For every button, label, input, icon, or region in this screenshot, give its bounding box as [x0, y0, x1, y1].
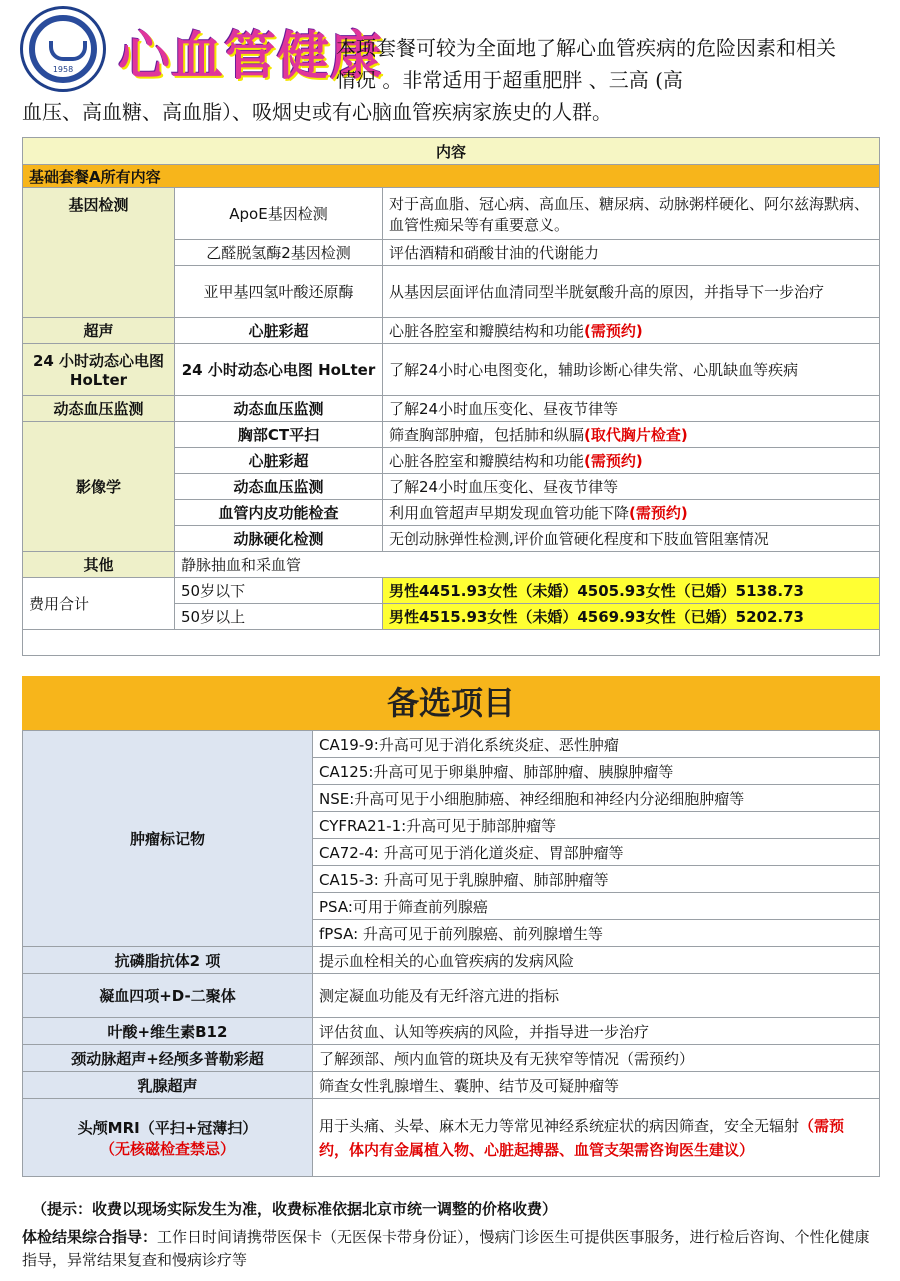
mri-desc: 用于头痛、头晕、麻木无力等常见神经系统症状的病因筛查，安全无辐射（需预约，体内有金属植入物、心脏起搏器、血管支架需咨询医生建议） [313, 1099, 880, 1177]
holter-desc: 了解24小时心电图变化，辅助诊断心律失常、心肌缺血等疾病 [383, 344, 880, 396]
tumor-marker: CYFRA21-1:升高可见于肺部肿瘤等 [313, 812, 880, 839]
gene-desc: 从基因层面评估血清同型半胱氨酸升高的原因，并指导下一步治疗 [383, 266, 880, 318]
package-table [22, 137, 880, 656]
category-other: 其他 [23, 552, 175, 578]
ultrasound-desc: 心脏各腔室和瓣膜结构和功能(需预约) [383, 318, 880, 344]
optional-item-desc: 评估贫血、认知等疾病的风险，并指导进一步治疗 [313, 1018, 880, 1045]
tumor-marker: PSA:可用于筛查前列腺癌 [313, 893, 880, 920]
tumor-marker: CA19-9:升高可见于消化系统炎症、恶性肿瘤 [313, 731, 880, 758]
optional-title: 备选项目 [22, 676, 880, 730]
other-desc: 静脉抽血和采血管 [175, 552, 880, 578]
gene-desc: 对于高血脂、冠心病、高血压、糖尿病、动脉粥样硬化、阿尔兹海默病、血管性痴呆等有重要意义。 [383, 188, 880, 240]
optional-item-desc: 筛查女性乳腺增生、囊肿、结节及可疑肿瘤等 [313, 1072, 880, 1099]
gene-desc: 评估酒精和硝酸甘油的代谢能力 [383, 240, 880, 266]
tumor-marker: CA72-4: 升高可见于消化道炎症、胃部肿瘤等 [313, 839, 880, 866]
optional-item-name: 乳腺超声 [23, 1072, 313, 1099]
mri-warning: （无核磁检查禁忌） [99, 1139, 235, 1158]
guidance-text: 工作日时间请携带医保卡（无医保卡带身份证），慢病门诊医生可提供医事服务，进行检后咨询、个性化健康指导，异常结果复查和慢病诊疗等 [22, 1228, 870, 1269]
mri-item [23, 1099, 313, 1177]
cost-age: 50岁以下 [175, 578, 383, 604]
imaging-desc: 心脏各腔室和瓣膜结构和功能(需预约) [383, 448, 880, 474]
bp-desc: 了解24小时血压变化、昼夜节律等 [383, 396, 880, 422]
mri-name: 头颅MRI（平扫+冠薄扫） [77, 1118, 258, 1137]
brand-title: 心血管健康 [118, 27, 384, 87]
optional-item-name: 颈动脉超声+经颅多普勒彩超 [23, 1045, 313, 1072]
cost-age: 50岁以上 [175, 604, 383, 630]
imaging-item: 血管内皮功能检查 [175, 500, 383, 526]
result-guidance [22, 1226, 882, 1272]
category-holter: 24 小时动态心电图HoLter [23, 344, 175, 396]
tumor-marker: fPSA: 升高可见于前列腺癌、前列腺增生等 [313, 920, 880, 947]
tumor-marker: CA125:升高可见于卵巢肿瘤、肺部肿瘤、胰腺肿瘤等 [313, 758, 880, 785]
optional-table [22, 730, 880, 1177]
optional-item-name: 抗磷脂抗体2 项 [23, 947, 313, 974]
optional-item-name: 凝血四项+D-二聚体 [23, 974, 313, 1018]
imaging-desc: 利用血管超声早期发现血管功能下降(需预约) [383, 500, 880, 526]
blank-row [23, 630, 880, 656]
table-title: 内容 [23, 138, 880, 165]
tumor-marker: CA15-3: 升高可见于乳腺肿瘤、肺部肿瘤等 [313, 866, 880, 893]
gene-item: 乙醛脱氢酶2基因检测 [175, 240, 383, 266]
mri-note: （需预约，体内有金属植入物、心脏起搏器、血管支架需咨询医生建议） [319, 1116, 845, 1159]
gene-item: ApoE基因检测 [175, 188, 383, 240]
ultrasound-item: 心脏彩超 [175, 318, 383, 344]
logo-year: 1958 [52, 65, 74, 74]
fee-tip: （提示：收费以现场实际发生为准，收费标准依据北京市统一调整的价格收费） [32, 1200, 558, 1218]
holter-item: 24 小时动态心电图 HoLter [175, 344, 383, 396]
imaging-desc: 筛查胸部肿瘤，包括肺和纵膈(取代胸片检查) [383, 422, 880, 448]
imaging-item: 动脉硬化检测 [175, 526, 383, 552]
base-package: 基础套餐A所有内容 [23, 165, 880, 188]
university-logo [20, 6, 106, 92]
appointment-note: (需预约) [584, 322, 643, 340]
intro-line-1: 本项套餐可较为全面地了解心血管疾病的危险因素和相关情况 。非常适用于超重肥胖 、三高 (高 [336, 36, 836, 92]
optional-item-desc: 测定凝血功能及有无纤溶亢进的指标 [313, 974, 880, 1018]
category-gene: 基因检测 [23, 188, 175, 318]
guidance-label: 体检结果综合指导： [22, 1228, 158, 1246]
cost-price: 男性4451.93女性（未婚）4505.93女性（已婚）5138.73 [383, 578, 880, 604]
imaging-desc: 无创动脉弹性检测,评价血管硬化程度和下肢血管阻塞情况 [383, 526, 880, 552]
category-imaging: 影像学 [23, 422, 175, 552]
imaging-item: 心脏彩超 [175, 448, 383, 474]
category-ultrasound: 超声 [23, 318, 175, 344]
gene-item: 亚甲基四氢叶酸还原酶 [175, 266, 383, 318]
intro-line-2: 血压、高血糖、高血脂）、吸烟史或有心脑血管疾病家族史的人群。 [22, 100, 612, 124]
category-bp: 动态血压监测 [23, 396, 175, 422]
optional-item-name: 叶酸+维生素B12 [23, 1018, 313, 1045]
cost-price: 男性4515.93女性（未婚）4569.93女性（已婚）5202.73 [383, 604, 880, 630]
bp-item: 动态血压监测 [175, 396, 383, 422]
optional-item-desc: 提示血栓相关的心血管疾病的发病风险 [313, 947, 880, 974]
category-tumor-markers: 肿瘤标记物 [23, 731, 313, 947]
cost-label: 费用合计 [23, 578, 175, 630]
tumor-marker: NSE:升高可见于小细胞肺癌、神经细胞和神经内分泌细胞肿瘤等 [313, 785, 880, 812]
imaging-item: 胸部CT平扫 [175, 422, 383, 448]
imaging-desc: 了解24小时血压变化、昼夜节律等 [383, 474, 880, 500]
optional-item-desc: 了解颈部、颅内血管的斑块及有无狭窄等情况（需预约） [313, 1045, 880, 1072]
imaging-item: 动态血压监测 [175, 474, 383, 500]
